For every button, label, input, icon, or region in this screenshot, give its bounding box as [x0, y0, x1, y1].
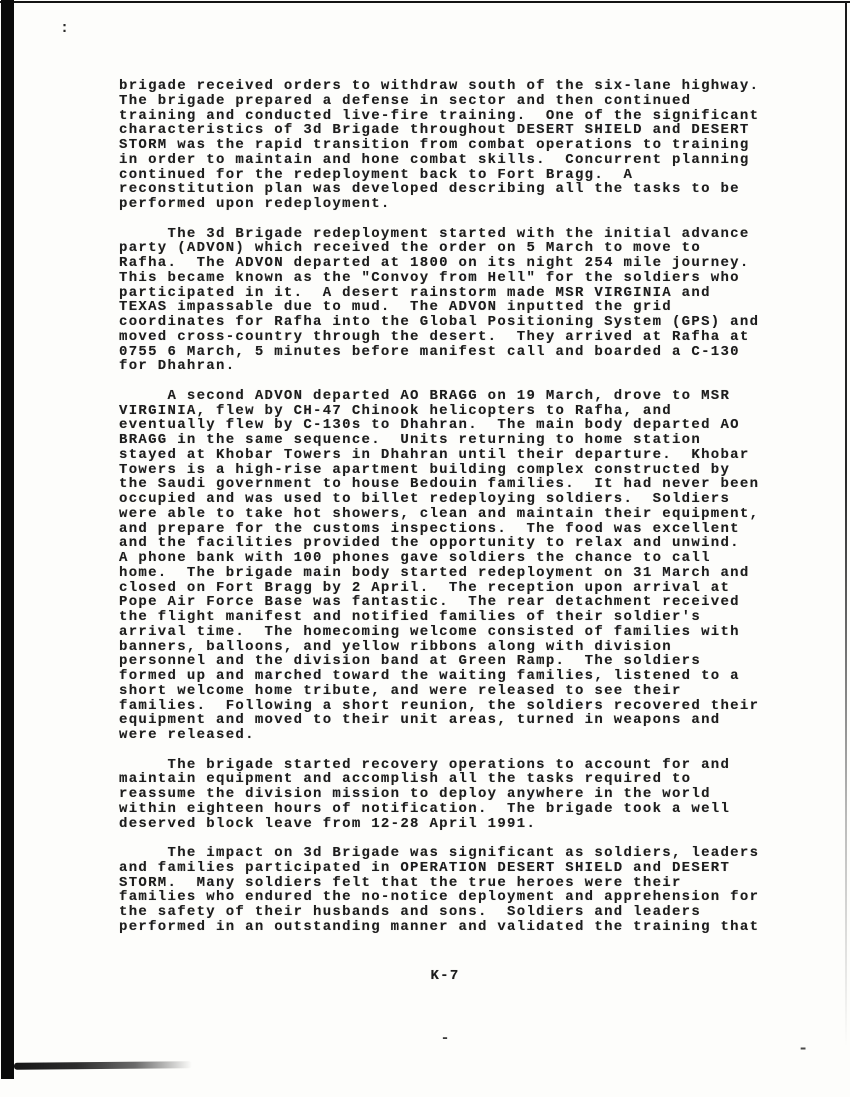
text-line: Pope Air Force Base was fantastic. The rear detachment received — [119, 594, 740, 611]
text-line: STORM. Many soldiers felt that the true heroes were their — [119, 874, 682, 891]
text-line: Towers is a high-rise apartment building complex constructed by — [119, 461, 731, 478]
text-line: formed up and marched toward the waiting families, listened to a — [119, 668, 740, 684]
stray-colon-mark: : — [60, 20, 70, 37]
text-line: This became known as the "Convoy from Hell" for the soldiers who — [119, 269, 740, 286]
text-line: party (ADVON) which received the order on 5 March to move to — [119, 240, 702, 257]
text-line: The 3d Brigade redeployment started with the initial advance — [119, 225, 750, 242]
text-line: reassume the division mission to deploy anywhere in the world — [119, 786, 711, 802]
text-line: STORM was the rapid transition from combat operations to training — [119, 137, 750, 153]
text-line: TEXAS impassable due to mud. The ADVON inputted the grid — [119, 299, 672, 316]
text-line: coordinates for Rafha into the Global Positioning System (GPS) and — [119, 314, 760, 330]
text-line: continued for the redeployment back to Fort Bragg. A — [119, 166, 634, 183]
text-line: eventually flew by C-130s to Dhahran. The main body departed AO — [119, 417, 740, 434]
text-line: deserved block leave from 12-28 April 1991. — [119, 815, 537, 832]
text-line: stayed at Khobar Towers in Dhahran until their departure. Khobar — [119, 446, 750, 463]
text-line: performed in an outstanding manner and validated the training that — [119, 918, 760, 935]
text-line: closed on Fort Bragg by 2 April. The reception upon arrival at — [119, 579, 731, 596]
text-line: characteristics of 3d Brigade throughout DESERT SHIELD and DESERT — [119, 122, 750, 139]
text-line: reconstitution plan was developed describing all the tasks to be — [119, 181, 740, 198]
text-line: home. The brigade main body started redeployment on 31 March and — [119, 564, 750, 581]
text-line: VIRGINIA, flew by CH-47 Chinook helicopters to Rafha, and — [119, 402, 672, 419]
text-line: occupied and was used to billet redeploying soldiers. Soldiers — [119, 491, 731, 507]
text-block — [119, 79, 787, 949]
text-line: and families participated in OPERATION DESERT SHIELD and DESERT — [119, 859, 731, 876]
text-line: were released. — [119, 727, 255, 743]
text-line: training and conducted live-fire training. One of the significant — [119, 107, 760, 124]
text-line: A second ADVON departed AO BRAGG on 19 March, drove to MSR — [119, 387, 731, 404]
text-line: the safety of their husbands and sons. Soldiers and leaders — [119, 904, 702, 920]
text-line: in order to maintain and hone combat skills. Concurrent planning — [119, 151, 750, 168]
text-line: equipment and moved to their unit areas, turned in weapons and — [119, 712, 721, 729]
paragraph — [119, 846, 787, 935]
text-line: The impact on 3d Brigade was significant as soldiers, leaders — [119, 845, 760, 861]
text-line: maintain equipment and accomplish all the tasks required to — [119, 771, 692, 788]
scan-smudge-artifact — [14, 1061, 192, 1070]
scan-left-black-bar — [1, 0, 14, 1079]
text-line: personnel and the division band at Green Ramp. The soldiers — [119, 653, 702, 670]
text-line: and prepare for the customs inspections. The food was excellent — [119, 520, 740, 537]
text-line: within eighteen hours of notification. The brigade took a well — [119, 800, 731, 817]
text-line: short welcome home tribute, and were released to see their — [119, 682, 682, 699]
text-line: Rafha. The ADVON departed at 1800 on its night 254 mile journey. — [119, 255, 750, 271]
text-line: for Dhahran. — [119, 358, 236, 375]
text-line: moved cross-country through the desert. They arrived at Rafha at — [119, 328, 750, 345]
text-line: brigade received orders to withdraw south of the six-lane highway. — [119, 78, 760, 94]
scan-edge-top-line — [0, 1, 850, 3]
text-line: BRAGG in the same sequence. Units returning to home station — [119, 432, 702, 448]
stray-bottom-right-dash: - — [798, 1040, 809, 1059]
paragraph — [119, 389, 787, 743]
text-line: A phone bank with 100 phones gave soldiers the chance to call — [119, 550, 711, 566]
stray-footer-dash: - — [440, 1030, 450, 1047]
page-number: K-7 — [430, 968, 460, 984]
text-line: participated in it. A desert rainstorm made MSR VIRGINIA and — [119, 284, 711, 301]
text-line: arrival time. The homecoming welcome consisted of families with — [119, 623, 740, 640]
text-line: the Saudi government to house Bedouin families. It had never been — [119, 476, 760, 493]
text-line: families. Following a short reunion, the soldiers recovered their — [119, 697, 760, 714]
scan-right-edge-line — [845, 2, 847, 1047]
text-line: and the facilities provided the opportunity to relax and unwind. — [119, 535, 740, 552]
text-line: families who endured the no-notice deployment and apprehension for — [119, 889, 760, 906]
text-line: banners, balloons, and yellow ribbons along with division — [119, 638, 672, 655]
paragraph — [119, 758, 787, 832]
text-line: The brigade prepared a defense in sector and then continued — [119, 92, 692, 109]
text-line: performed upon redeployment. — [119, 196, 391, 212]
paragraph — [119, 79, 787, 212]
text-line: the flight manifest and notified families of their soldier's — [119, 609, 702, 625]
text-line: were able to take hot showers, clean and maintain their equipment, — [119, 505, 760, 522]
paragraph — [119, 227, 787, 375]
text-line: 0755 6 March, 5 minutes before manifest call and boarded a C-130 — [119, 343, 740, 360]
text-line: The brigade started recovery operations to account for and — [119, 756, 731, 773]
